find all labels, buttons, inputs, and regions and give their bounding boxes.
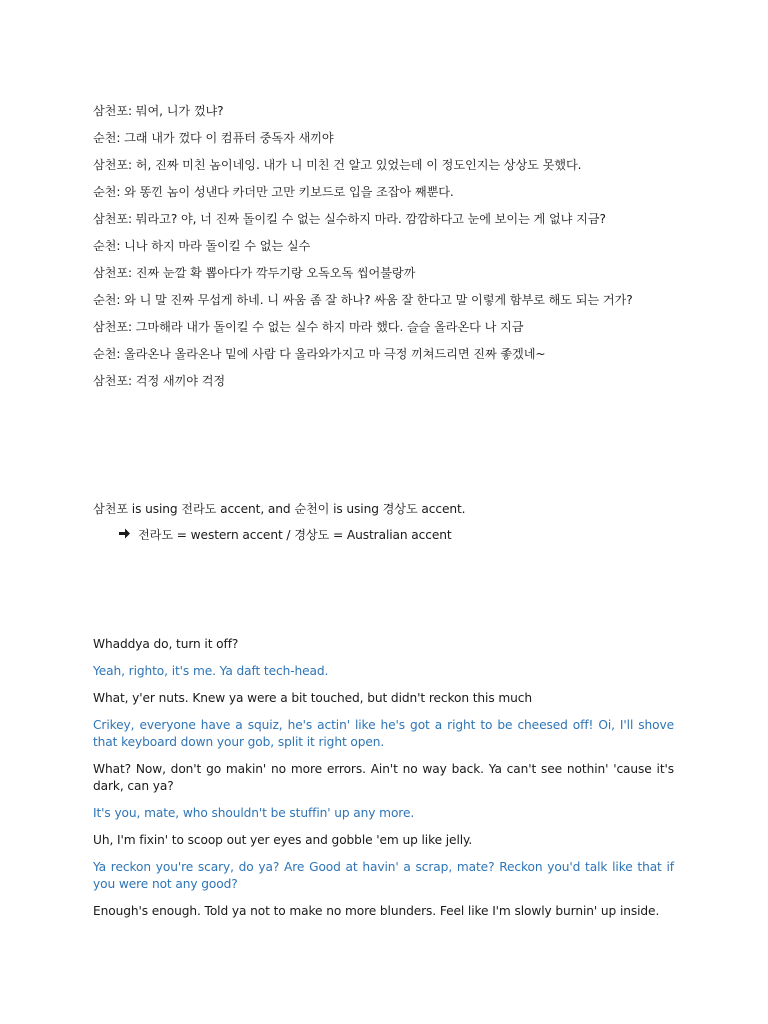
dialogue-line: 삼천포: 허, 진짜 미친 놈이네잉. 내가 니 미친 건 알고 있었는데 이 정도인지는 상상도 못했다. (93, 158, 582, 172)
dialogue-line: 순천: 와 똥낀 놈이 성낸다 카더만 고만 키보드로 입을 조잡아 째뿐다. (93, 185, 454, 199)
dialogue-line: 삼천포: 뭐라고? 야, 너 진짜 돌이킬 수 없는 실수하지 마라. 깜깜하다고 눈에 보이는 게 없냐 지금? (93, 212, 606, 226)
dialogue-line: 순천: 올라온나 올라온나 밑에 사람 다 올라와가지고 마 극정 끼쳐드리면 진짜 좋겠네~ (93, 347, 546, 361)
dialogue-line: What? Now, don't go makin' no more errors. Ain't no way back. Ya can't see nothin' 'cause it's dark, can ya? (93, 762, 674, 793)
english-dialogue (93, 636, 674, 930)
dialogue-line: 삼천포: 진짜 눈깔 확 뽑아다가 깍두기랑 오독오독 씹어불랑까 (93, 266, 416, 280)
dialogue-line: 삼천포: 그마해라 내가 돌이킬 수 없는 실수 하지 마라 했다. 슬슬 올라온다 나 지금 (93, 320, 524, 334)
dialogue-line: What, y'er nuts. Knew ya were a bit touched, but didn't reckon this much (93, 691, 532, 705)
accent-bullet-text: 전라도 = western accent / 경상도 = Australian accent (138, 528, 452, 542)
dialogue-line: 삼천포: 걱정 새끼야 걱정 (93, 374, 226, 388)
dialogue-line: Yeah, righto, it's me. Ya daft tech-head. (93, 664, 329, 678)
dialogue-line: Ya reckon you're scary, do ya? Are Good at havin' a scrap, mate? Reckon you'd talk like that if you were not any good? (93, 860, 674, 891)
accent-bullet (93, 527, 674, 545)
right-arrow-icon (118, 527, 138, 545)
dialogue-line: 삼천포: 뭐여, 니가 껐냐? (93, 104, 224, 118)
dialogue-line: 순천: 와 니 말 진짜 무섭게 하네. 니 싸움 좀 잘 하나? 싸움 잘 한다고 말 이렇게 함부로 해도 되는 거가? (93, 293, 633, 307)
dialogue-line: 순천: 니나 하지 마라 돌이킬 수 없는 실수 (93, 239, 311, 253)
korean-dialogue (93, 103, 674, 400)
dialogue-line: Enough's enough. Told ya not to make no more blunders. Feel like I'm slowly burnin' up inside. (93, 904, 660, 918)
dialogue-line: It's you, mate, who shouldn't be stuffin' up any more. (93, 806, 415, 820)
dialogue-line: Whaddya do, turn it off? (93, 637, 239, 651)
dialogue-line: Crikey, everyone have a squiz, he's actin' like he's got a right to be cheesed off! Oi, I'll shove that keyboard down your gob, split it right open. (93, 718, 674, 749)
dialogue-line: Uh, I'm fixin' to scoop out yer eyes and gobble 'em up like jelly. (93, 833, 473, 847)
accent-note (93, 501, 674, 545)
accent-note-line: 삼천포 is using 전라도 accent, and 순천이 is using 경상도 accent. (93, 502, 466, 516)
dialogue-line: 순천: 그래 내가 껐다 이 컴퓨터 중독자 새끼야 (93, 131, 334, 145)
